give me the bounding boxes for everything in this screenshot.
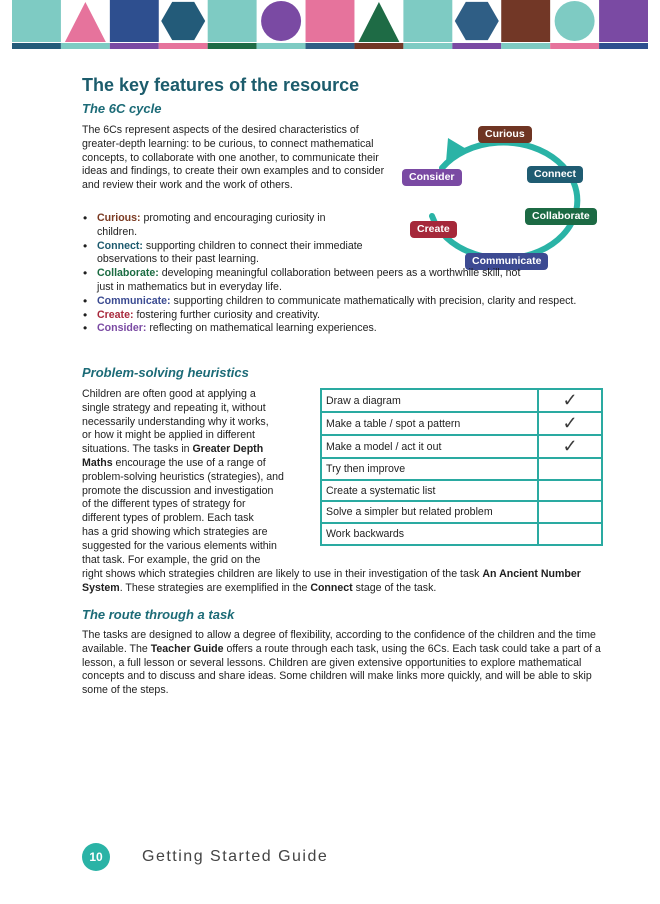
cycle-label-communicate: Communicate bbox=[465, 253, 548, 270]
banner-square-shape bbox=[110, 0, 159, 42]
page-number-badge: 10 bbox=[82, 843, 110, 871]
bullet-term: Consider: bbox=[97, 322, 147, 335]
banner-color-strip bbox=[550, 43, 599, 49]
cycle-label-consider: Consider bbox=[402, 169, 462, 186]
table-row bbox=[321, 523, 602, 545]
banner-square-shape bbox=[599, 0, 648, 42]
bullet-communicate bbox=[82, 295, 602, 309]
banner-color-strip bbox=[599, 43, 648, 49]
heuristics-grid bbox=[320, 388, 603, 546]
cycle-label-collaborate: Collaborate bbox=[525, 208, 597, 225]
banner-color-strip bbox=[61, 43, 110, 49]
bold-text: Greater Depth bbox=[192, 443, 264, 456]
banner-color-strip bbox=[257, 43, 306, 49]
text-line: of the different types of strategy for bbox=[82, 498, 246, 511]
banner-square-shape bbox=[208, 0, 257, 42]
section-heading-heuristics: Problem-solving heuristics bbox=[82, 365, 249, 380]
table-row bbox=[321, 501, 602, 523]
text-run: The tasks are designed to allow a degree of flexibility, according to the confidence of the children and the time available. The bbox=[82, 629, 596, 655]
bullet-term: Create: bbox=[97, 308, 134, 321]
six-c-bullet-list bbox=[82, 212, 602, 336]
bullet-create bbox=[82, 309, 602, 323]
banner-square-shape bbox=[306, 0, 355, 42]
bullet-text: developing meaningful collaboration between peers as a worthwhile skill, not just in mathematics but in everyday life. bbox=[97, 267, 521, 293]
stage-name: Connect bbox=[310, 581, 353, 594]
bullet-text: promoting and encouraging curiosity in children. bbox=[97, 212, 326, 238]
text-line: single strategy and repeating it, without bbox=[82, 401, 266, 414]
table-row bbox=[321, 389, 602, 412]
text-line bbox=[82, 443, 314, 457]
banner-square-shape bbox=[12, 0, 61, 42]
cycle-label-curious: Curious bbox=[478, 126, 532, 143]
text-line bbox=[82, 457, 314, 471]
text-run: situations. The tasks in bbox=[82, 443, 193, 456]
page-title: The key features of the resource bbox=[82, 75, 360, 95]
text-run: offers a route through each task, using the 6Cs. Each task could take a part of a lesson, a full lesson or several lessons. Children are given extensive opportunities to explore mathematical concepts and to discuss and share ideas. Some children will make links more quickly, and will be able to skip some of the steps. bbox=[82, 642, 601, 697]
task-name: An Ancient bbox=[482, 568, 538, 580]
check-icon: ✓ bbox=[538, 435, 602, 458]
bullet-text: fostering further curiosity and creativity. bbox=[133, 308, 320, 321]
banner-color-strip bbox=[110, 43, 159, 49]
empty-tick-cell bbox=[538, 523, 602, 545]
strategy-cell: Create a systematic list bbox=[321, 480, 538, 502]
text-line: necessarily understanding why it works, bbox=[82, 415, 269, 428]
banner-color-strip bbox=[354, 43, 403, 49]
text-line: problem-solving heuristics (strategies), and bbox=[82, 470, 284, 483]
bullet-consider bbox=[82, 322, 602, 336]
text-run: encourage the use of a range of bbox=[112, 456, 266, 469]
empty-tick-cell bbox=[538, 501, 602, 523]
bullet-connect bbox=[82, 240, 367, 268]
bullet-text: supporting children to communicate mathematically with precision, clarity and respect. bbox=[170, 294, 577, 307]
bullet-text: supporting children to connect their immediate observations to their past learning. bbox=[97, 239, 363, 266]
banner-color-strip bbox=[159, 43, 208, 49]
bullet-text: reflecting on mathematical learning experiences. bbox=[146, 322, 377, 335]
banner-circle-shape bbox=[261, 1, 301, 41]
text-line: has a grid showing which strategies are bbox=[82, 525, 268, 538]
table-row bbox=[321, 458, 602, 480]
table-row bbox=[321, 412, 602, 435]
text-line: that task. For example, the grid on the bbox=[82, 553, 261, 566]
bullet-term: Curious: bbox=[97, 212, 141, 224]
bullet-collaborate bbox=[82, 267, 537, 295]
bold-text: Maths bbox=[82, 456, 113, 469]
text-run: stage of the task. bbox=[352, 581, 437, 594]
text-line: promote the discussion and investigation bbox=[82, 484, 274, 497]
text-line: or how it might be applied in different bbox=[82, 429, 255, 442]
section-heading-route: The route through a task bbox=[82, 607, 235, 622]
task-name: Number System bbox=[82, 568, 581, 594]
text-run: . These strategies are exemplified in the bbox=[119, 581, 311, 594]
bullet-term: Connect: bbox=[97, 239, 143, 252]
route-paragraph bbox=[82, 629, 604, 698]
footer-title: Getting Started Guide bbox=[142, 848, 329, 865]
section-heading-6c-cycle: The 6C cycle bbox=[82, 101, 162, 116]
bold-text: Teacher Guide bbox=[150, 642, 224, 655]
cycle-label-create: Create bbox=[410, 221, 457, 238]
banner-color-strip bbox=[208, 43, 257, 49]
cycle-label-connect: Connect bbox=[527, 166, 583, 183]
strategy-cell: Solve a simpler but related problem bbox=[321, 501, 538, 523]
strategy-cell: Draw a diagram bbox=[321, 389, 538, 412]
text-run: right shows which strategies children are likely to use in their investigation of the task bbox=[82, 568, 483, 580]
empty-tick-cell bbox=[538, 458, 602, 480]
check-icon: ✓ bbox=[538, 389, 602, 412]
banner-square-shape bbox=[501, 0, 550, 42]
strategy-cell: Make a model / act it out bbox=[321, 435, 538, 458]
decorative-shape-banner bbox=[12, 0, 648, 50]
banner-square-shape bbox=[403, 0, 452, 42]
banner-color-strip bbox=[501, 43, 550, 49]
heuristics-paragraph-narrow bbox=[82, 388, 314, 567]
banner-color-strip bbox=[403, 43, 452, 49]
table-row bbox=[321, 480, 602, 502]
text-line: suggested for the various elements within bbox=[82, 539, 277, 552]
banner-circle-shape bbox=[555, 1, 595, 41]
check-icon: ✓ bbox=[538, 412, 602, 435]
six-c-intro: The 6Cs represent aspects of the desired characteristics of greater-depth learning: to be curious, to connect mathematical concepts, to collaborate with one another, to communicate their ideas and findings, to create their own examples and to consider and review their work and the work of others. bbox=[82, 124, 385, 192]
banner-color-strip bbox=[452, 43, 501, 49]
empty-tick-cell bbox=[538, 480, 602, 502]
text-line: different types of problem. Each task bbox=[82, 512, 254, 525]
strategy-cell: Make a table / spot a pattern bbox=[321, 412, 538, 435]
strategy-cell: Try then improve bbox=[321, 458, 538, 480]
strategy-cell: Work backwards bbox=[321, 523, 538, 545]
bullet-term: Communicate: bbox=[97, 294, 171, 307]
bullet-curious bbox=[82, 212, 367, 240]
heuristics-paragraph-wide bbox=[82, 568, 602, 596]
banner-color-strip bbox=[306, 43, 355, 49]
text-line: Children are often good at applying a bbox=[82, 388, 256, 400]
bullet-term: Collaborate: bbox=[97, 267, 159, 280]
table-row bbox=[321, 435, 602, 458]
banner-color-strip bbox=[12, 43, 61, 49]
